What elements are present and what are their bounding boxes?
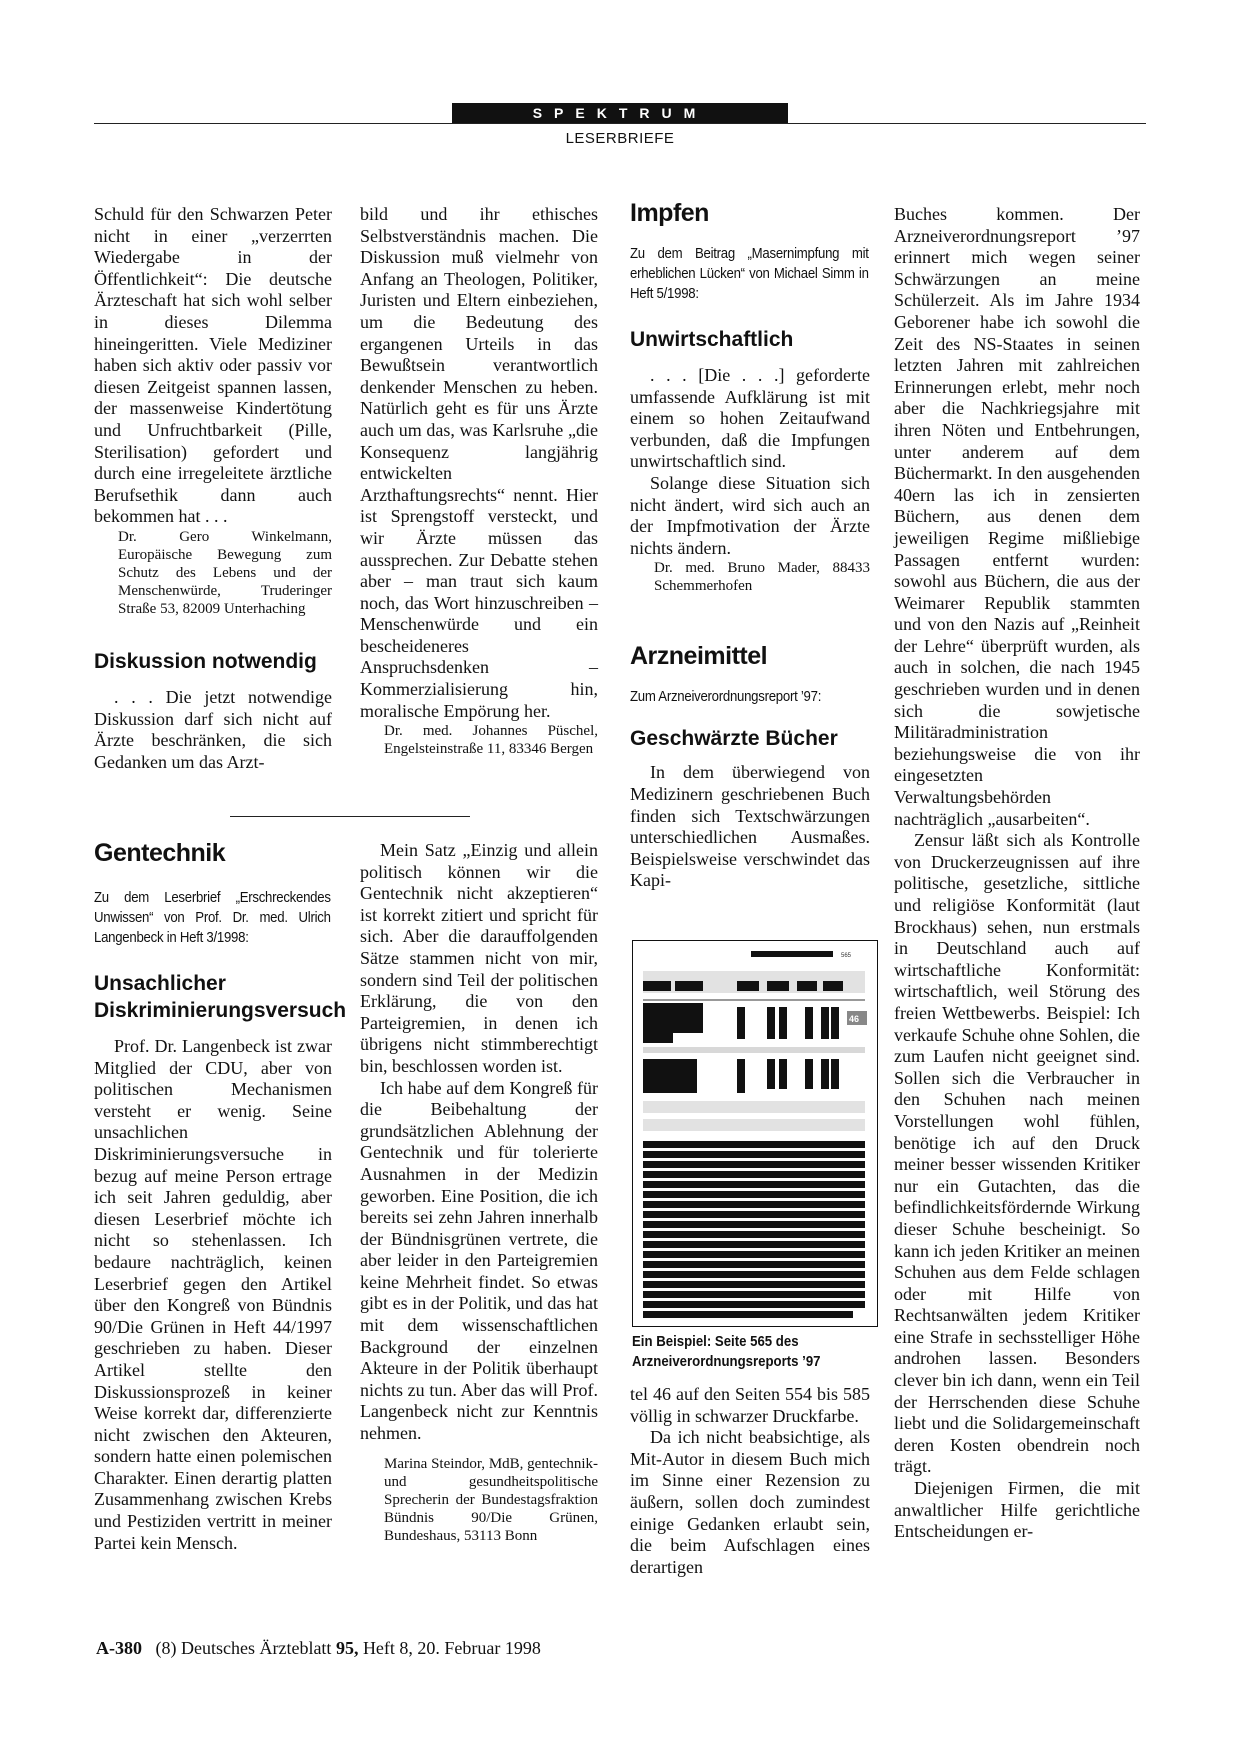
letter-intro: Zum Arzneiverordnungsreport ’97: xyxy=(630,688,822,706)
letter-text: Schuld für den Schwarzen Peter nicht in einer „verzerrten Wiedergabe in der Öffentlichkeit“: Die deutsche Ärzteschaft hat sich wohl selber in dieses Dilemma hineingeritten. Viele Mediziner haben sich aktiv oder passiv vor diesen Zeitgeist spannen lassen, der massenweise Kindertötung und Unfruchtbarkeit (Pille, Sterilisation) gefordert und durch eine irregeleitete ärztliche Berufsethik dann auch bekommen hat . . . xyxy=(94,204,332,527)
letter-signature: Dr. Gero Winkelmann, Europäische Bewegung zum Schutz des Lebens und der Menschenwürde, Truderinger Straße 53, 82009 Unterhaching xyxy=(118,528,332,617)
section-title: Gentechnik xyxy=(94,839,226,867)
redacted-page-figure xyxy=(632,940,878,1327)
header-rule xyxy=(94,123,1146,124)
letter-text: bild und ihr ethisches Selbstverständnis machen. Die Diskussion muß vielmehr von Anfang an Theologen, Politiker, Juristen und Eltern einbeziehen, um die Bedeutung des ergangenen Urteils in das Bewußtsein verantwortlich denkender Menschen zu heben. Natürlich geht es für uns Ärzte auch um das, was Karlsruhe „die Konsequenz langjährig entwickelten Arzthaftungsrechts“ nennt. Hier ist Sprengstoff versteckt, und wir Ärzte müssen das aussprechen. Zur Debatte stehen aber – man traut sich kaum noch, das Wort hinzuschreiben – Menschenwürde und ein bescheideneres Anspruchsdenken – Kommerzialisierung hin, moralische Empörung her. xyxy=(360,204,598,721)
figure-page-number: 565 xyxy=(841,953,852,959)
letter-text: tel 46 auf den Seiten 554 bis 585 völlig in schwarzer Druckfarbe. xyxy=(630,1384,870,1426)
letter-text: Buches kommen. Der Arzneiverordnungsreport ’97 erinnert mich wegen seiner Schwärzungen an meine Schülerzeit. Als im Jahre 1934 Geborener habe ich sowohl die Zeit des NS-Staates in seinen letzten Jahren mit zahlreichen Erinnerungen erlebt, mehr noch aber die Nachkriegsjahre mit ihren Nöten und Entbehrungen, unter anderem auf dem Büchermarkt. In den ausgehenden 40ern las ich in zensierten Büchern, aus denen dem jeweiligen Regime mißliebige Passagen entfernt wurden: sowohl aus Büchern, die aus der Weimarer Republik stammten und von den Nazis auf „Reinheit der Lehre“ überprüft wurden, als auch in solchen, die nach 1945 geschrieben wurden und in denen sich die sowjetische Militäradministration beziehungsweise die von ihr eingesetzten Verwaltungsbehörden nachträglich „ausarbeiten“. xyxy=(894,204,1140,829)
letter-signature: Dr. med. Johannes Püschel, Engelsteinstraße 11, 83346 Bergen xyxy=(384,723,598,758)
figure-chapter-tab: 46 xyxy=(849,1014,860,1024)
letter-text: Zensur läßt sich als Kontrolle von Druckerzeugnissen auf ihre politische, gesetzliche, sittliche und religiöse Konformität (laut Brockhaus) sehen, nun erstmals in Deutschland auch auf wirtschaftliche Konformität: wirtschaftlich, weil Störung des freien Wettbewerbs. Beispiel: Ich verkaufe Schuhe ohne Sohlen, die zum Laufen nicht geeignet sind. Sollen sich die Verbraucher in den Schuhen nach meinen Vorstellungen wohl fühlen, benötige ich auf den Druck meiner besser wissenden Kritiker nur ein Gutachten, das die befindlichkeitsfördernde Wirkung dieser Schuhe bescheinigt. So kann ich jeden Kritiker an meinen Schuhen aus dem Felde schlagen oder mit Hilfe von Rechtsanwälten jedem Kritiker eine Strafe in sechsstelliger Höhe androhen lassen. Besonders clever bin ich dann, wenn ein Teil der Herrschenden diese Schuhe liebt und die Solidargemeinschaft deren Kosten obendrein noch trägt. xyxy=(894,830,1140,1477)
column-3-bottom xyxy=(630,1384,870,1578)
letter-text: Prof. Dr. Langenbeck ist zwar Mitglied der CDU, aber von politischen Mechanismen versteht er wenig. Seine unsachlichen Diskriminierungsversuche in bezug auf meine Person ertrage ich seit Jahren geduldig, aber diesen Leserbrief möchte ich nicht so stehenlassen. Ich bedaure nachträglich, keinen Leserbrief gegen den Artikel über den Kongreß von Bündnis 90/Die Grünen in Heft 44/1997 geschrieben zu haben. Dieser Artikel stellte den Diskussionsprozeß in keiner Weise korrekt dar, differenzierte nicht zwischen den Akteuren, sondern hatte einen polemischen Charakter. Einen derartig platten Zusammenhang zwischen Krebs und Pestiziden vertritt in meiner Partei kein Mensch. xyxy=(94,1036,332,1553)
section-title: Impfen xyxy=(630,199,709,227)
letter-text: . . . Die jetzt notwendige Diskussion darf sich nicht auf Ärzte beschränken, die sich Gedanken um das Arzt- xyxy=(94,686,332,772)
letter-heading: Unsachlicher Diskriminierungsversuch xyxy=(94,972,347,1022)
journal-issue-suffix: Heft 8, 20. Februar 1998 xyxy=(358,1638,541,1658)
letter-text: Diejenigen Firmen, die mit anwaltlicher Hilfe gerichtliche Entscheidungen er- xyxy=(894,1478,1140,1542)
redacted-page-image xyxy=(633,941,877,1326)
journal-issue-prefix: (8) Deutsches Ärzteblatt xyxy=(155,1638,336,1658)
figure-caption: Ein Beispiel: Seite 565 des Arzneiverordnungsreports ’97 xyxy=(632,1333,821,1370)
letter-heading: Diskussion notwendig xyxy=(94,649,317,673)
letter-text: Ich habe auf dem Kongreß für die Beibehaltung der grundsätzlichen Ablehnung der Gentechnik und für tolerierte Ausnahmen in der Medizin geworben. Eine Position, die ich bereits sei zehn Jahren innerhalb der Bündnisgrünen vertrete, die aber leider in den Parteigremien keine Mehrheit findet. So etwas gibt es in der Politik, und das hat mit dem wissenschaftlichen Background der einzelnen Akteure in der Politik überhaupt nichts zu tun. Aber das will Prof. Langenbeck nicht zur Kenntnis nehmen. xyxy=(360,1077,598,1444)
letter-signature: Dr. med. Bruno Mader, 88433 Schemmerhofen xyxy=(654,560,870,595)
column-1-top xyxy=(94,204,332,773)
journal-volume: 95, xyxy=(335,1638,359,1658)
letter-signature: Marina Steindor, MdB, gentechnik- und gesundheitspolitische Sprecherin der Bundestagsfraktion Bündnis 90/Die Grünen, Bundeshaus, 53113 Bonn xyxy=(384,1455,598,1544)
section-banner: SPEKTRUM xyxy=(452,103,788,123)
letter-text: Solange diese Situation sich nicht ändert, wird sich auch an der Impfmotivation der Ärzte nichts ändern. xyxy=(630,472,870,558)
section-divider xyxy=(230,816,470,817)
column-2-top xyxy=(360,204,598,758)
column-2-bottom xyxy=(360,840,598,1545)
letter-text: Mein Satz „Einzig und allein politisch können wir die Gentechnik nicht akzeptieren“ ist korrekt zitiert und spricht für sich. Aber die darauffolgenden Sätze stammen nicht von mir, sondern sind Teil der politischen Erklärung, die von den Parteigremien, in denen ich übrigens nicht stimmberechtigt bin, beschlossen worden ist. xyxy=(360,840,598,1076)
letter-text: . . . [Die . . .] geforderte umfassende Aufklärung ist mit einem so hohen Zeitaufwand verbunden, daß die Impfungen unwirtschaftlich sind. xyxy=(630,365,870,472)
column-3-top xyxy=(630,198,870,892)
section-subtitle: LESERBRIEFE xyxy=(565,130,675,147)
letter-text: Da ich nicht beabsichtige, als Mit-Autor in diesem Buch mich im Sinne einer Rezension zu äußern, sollen doch zumindest einige Gedanken erlaubt sein, die beim Aufschlagen eines derartigen xyxy=(630,1427,870,1577)
section-title: Arzneimittel xyxy=(630,642,768,671)
letter-heading: Geschwärzte Bücher xyxy=(630,727,838,751)
letter-intro: Zu dem Beitrag „Masernimpfung mit erheblichen Lücken“ von Michael Simm in Heft 5/1998: xyxy=(630,245,869,302)
letter-text: In dem überwiegend von Medizinern geschriebenen Buch finden sich Textschwärzungen unterschiedlichen Ausmaßes. Beispielsweise verschwindet das Kapi- xyxy=(630,762,870,891)
page-number: A-380 xyxy=(96,1638,142,1658)
page-footer xyxy=(96,1638,541,1659)
letter-intro: Zu dem Leserbrief „Erschreckendes Unwissen“ von Prof. Dr. med. Ulrich Langenbeck in Heft 3/1998: xyxy=(94,889,331,946)
letter-heading: Unwirtschaftlich xyxy=(630,328,794,351)
column-4 xyxy=(894,204,1140,1543)
column-1-bottom xyxy=(94,838,347,1554)
